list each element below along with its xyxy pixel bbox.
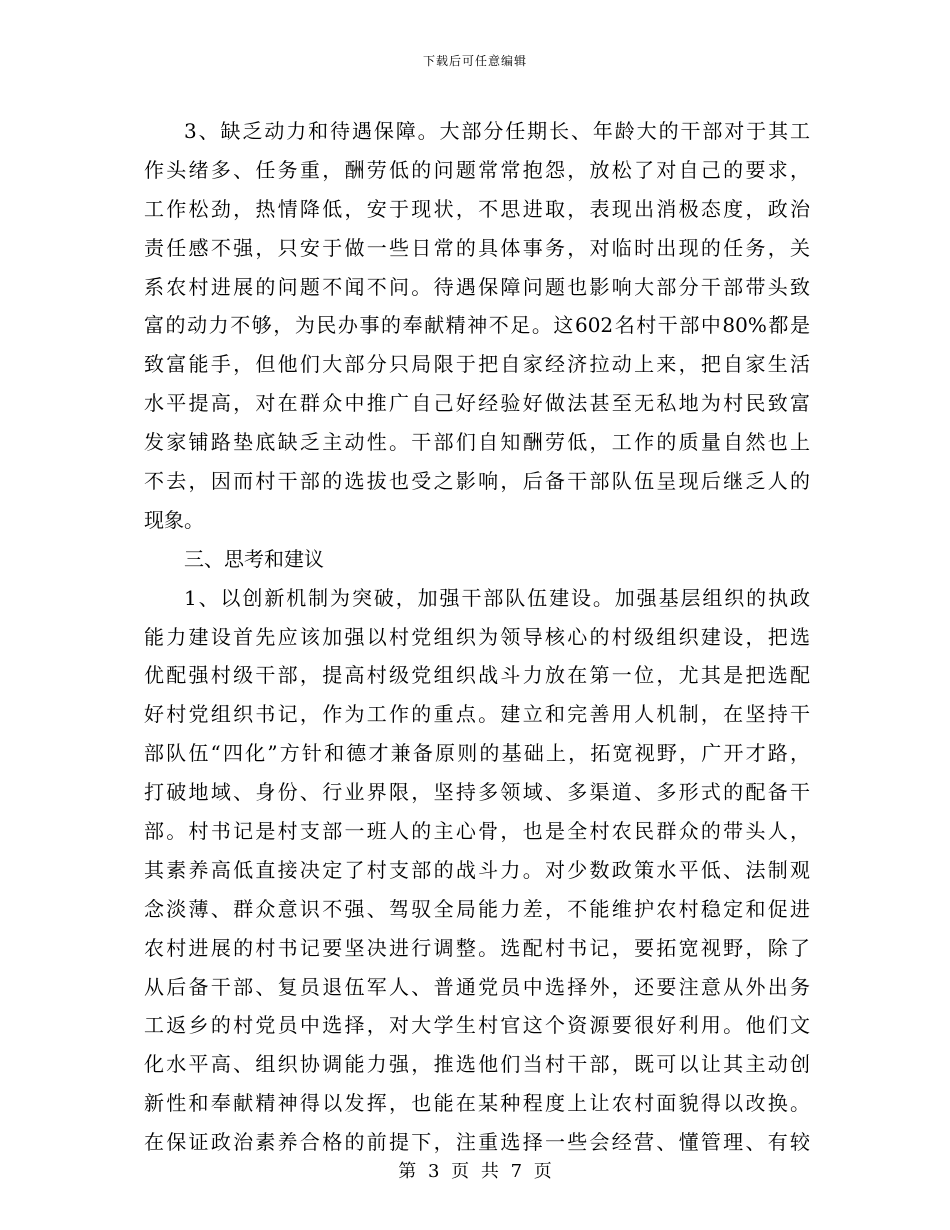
body-line: 化水平高、组织协调能力强，推选他们当村干部，既可以让其主动创 [144, 1052, 810, 1077]
body-line: 富的动力不够，为民办事的奉献精神不足。这602名村干部中80%都是 [144, 313, 810, 338]
body-line: 农村进展的村书记要坚决进行调整。选配村书记，要拓宽视野，除了 [144, 935, 810, 960]
body-line: 新性和奉献精神得以发挥，也能在某种程度上让农村面貌得以改换。 [144, 1091, 810, 1116]
body-line: 不去，因而村干部的选拔也受之影响，后备干部队伍呈现后继乏人的 [144, 469, 810, 494]
page-footer: 第 3 页 共 7 页 [398, 1161, 552, 1182]
body-line: 1、以创新机制为突破，加强干部队伍建设。加强基层组织的执政 [184, 585, 810, 610]
body-line: 系农村进展的问题不闻不问。待遇保障问题也影响大部分干部带头致 [144, 274, 810, 299]
body-line: 工作松劲，热情降低，安于现状，不思进取，表现出消极态度，政治 [144, 196, 810, 221]
body-line: 作头绪多、任务重，酬劳低的问题常常抱怨，放松了对自己的要求， [144, 157, 810, 182]
body-line: 从后备干部、复员退伍军人、普通党员中选择外，还要注意从外出务 [144, 974, 810, 999]
document-body [144, 112, 810, 1162]
body-line: 部队伍“四化”方针和德才兼备原则的基础上，拓宽视野，广开才路， [144, 741, 810, 766]
body-line: 其素养高低直接决定了村支部的战斗力。对少数政策水平低、法制观 [144, 857, 810, 882]
body-line: 在保证政治素养合格的前提下，注重选择一些会经营、懂管理、有较 [144, 1130, 810, 1155]
section-heading: 三、思考和建议 [184, 546, 324, 571]
body-line: 3、缺乏动力和待遇保障。大部分任期长、年龄大的干部对于其工 [184, 119, 810, 143]
body-line: 优配强村级干部，提高村级党组织战斗力放在第一位，尤其是把选配 [144, 663, 810, 688]
body-line: 水平提高，对在群众中推广自己好经验好做法甚至无私地为村民致富 [144, 391, 810, 416]
body-line: 工返乡的村党员中选择，对大学生村官这个资源要很好利用。他们文 [144, 1013, 810, 1038]
body-line: 能力建设首先应该加强以村党组织为领导核心的村级组织建设，把选 [144, 624, 810, 649]
body-line: 发家铺路垫底缺乏主动性。干部们自知酬劳低，工作的质量自然也上 [144, 430, 810, 455]
body-line: 致富能手，但他们大部分只局限于把自家经济拉动上来，把自家生活 [144, 352, 810, 377]
body-line: 部。村书记是村支部一班人的主心骨，也是全村农民群众的带头人， [144, 819, 810, 844]
body-line: 好村党组织书记，作为工作的重点。建立和完善用人机制，在坚持干 [144, 702, 810, 727]
body-line: 责任感不强，只安于做一些日常的具体事务，对临时出现的任务，关 [144, 235, 810, 260]
body-line: 现象。 [144, 507, 204, 532]
body-line: 打破地域、身份、行业界限，坚持多领域、多渠道、多形式的配备干 [144, 780, 810, 805]
page-header: 下载后可任意编辑 [422, 54, 527, 68]
body-line: 念淡薄、群众意识不强、驾驭全局能力差，不能维护农村稳定和促进 [144, 896, 810, 921]
